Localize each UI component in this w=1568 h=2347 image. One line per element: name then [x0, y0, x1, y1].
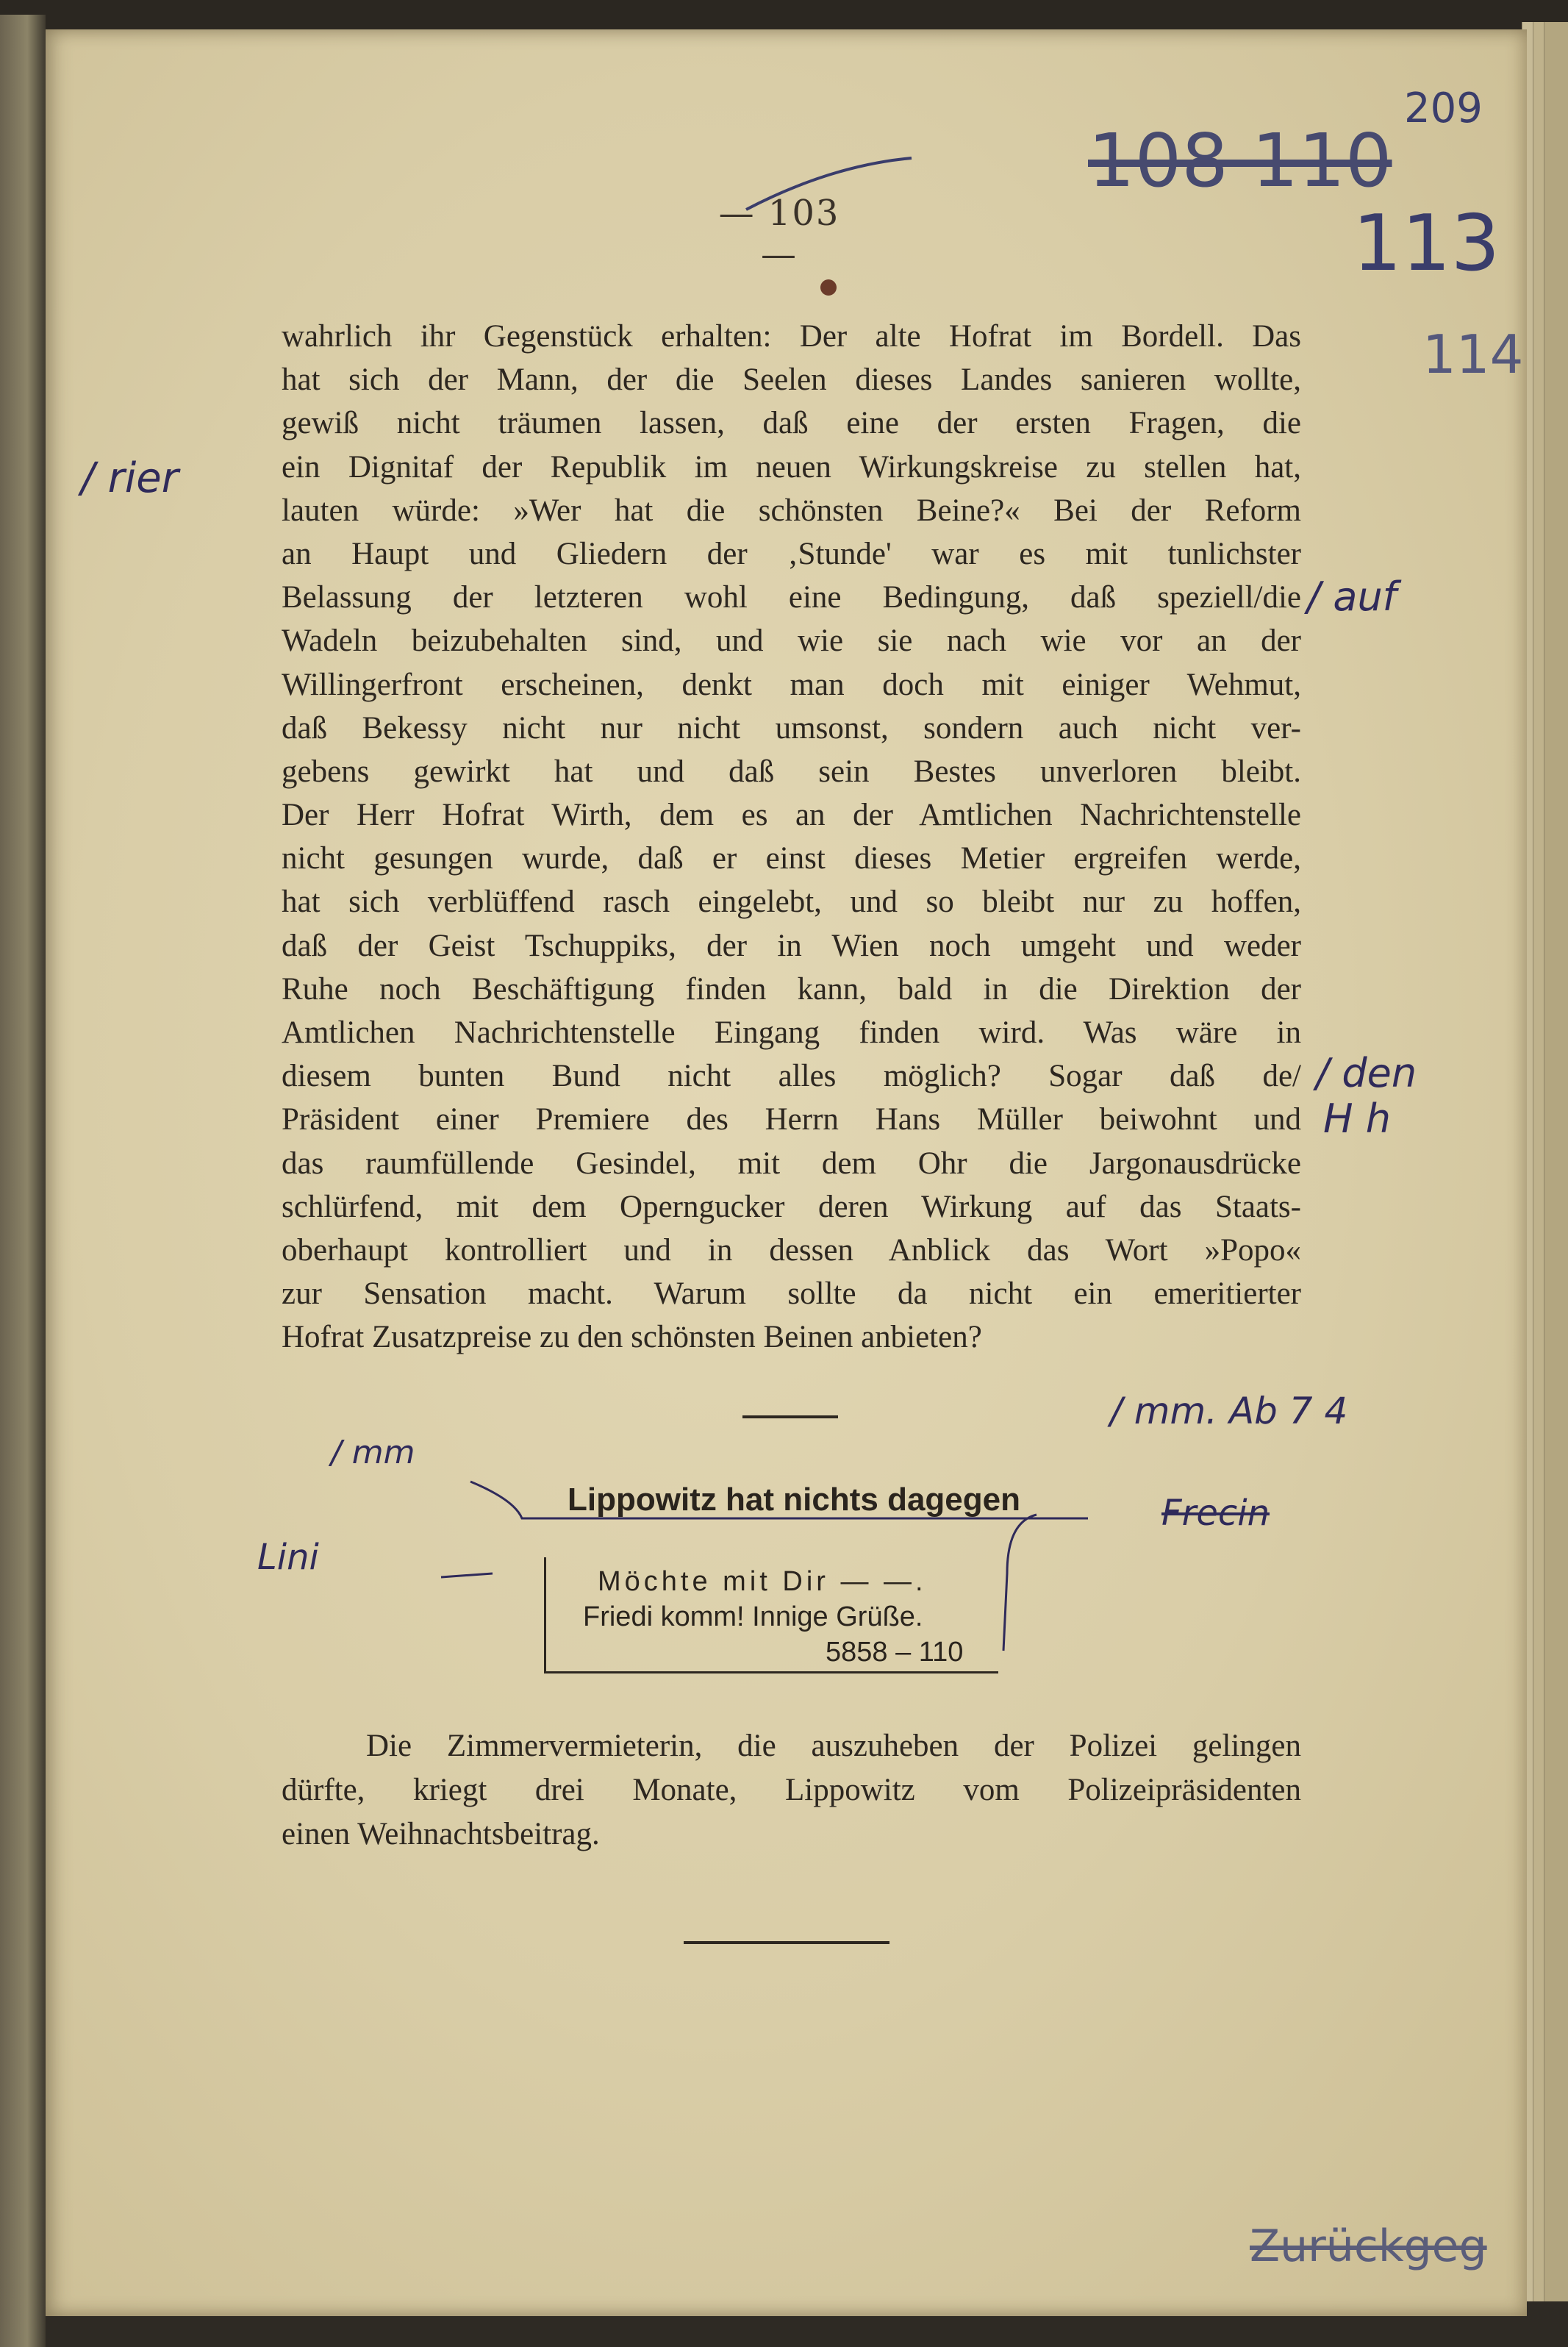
annotation-right-den: / den	[1316, 1050, 1417, 1096]
text-line: dürfte, kriegt drei Monate, Lippowitz vom Polizeipräsidenten	[282, 1773, 1301, 1807]
text-line: gewiß nicht träumen lassen, daß eine der ersten Fragen, die	[282, 406, 1301, 441]
text-line: Willingerfront erscheinen, denkt man doch mit einiger Wehmut,	[282, 667, 1301, 702]
text-line: schlürfend, mit dem Operngucker deren Wirkung auf das Staats-	[282, 1189, 1301, 1224]
text-line: Amtlichen Nachrichtenstelle Eingang finden wird. Was wäre in	[282, 1015, 1301, 1050]
text-line: gebens gewirkt hat und daß sein Bestes unverloren bleibt.	[282, 754, 1301, 789]
text-line: wahrlich ihr Gegenstück erhalten: Der alte Hofrat im Bordell. Das	[282, 319, 1301, 354]
annotation-left-rier: / rier	[81, 454, 179, 502]
annotation-left-lini: Lini	[257, 1537, 319, 1578]
text-line: Ruhe noch Beschäftigung finden kann, bald in die Direktion der	[282, 971, 1301, 1007]
text-line: lauten würde: »Wer hat die schönsten Beine?« Bei der Reform	[282, 493, 1301, 528]
text-line: diesem bunten Bund nicht alles möglich? Sogar daß de/	[282, 1059, 1301, 1094]
facing-page-edge	[0, 15, 46, 2347]
annotation-bottom-struck: Zurückgeg	[1250, 2221, 1487, 2272]
ad-line: Möchte mit Dir — —.	[598, 1566, 927, 1597]
ad-line: Friedi komm! Innige Grüße.	[583, 1601, 923, 1632]
classified-ad-box	[544, 1557, 998, 1673]
text-line: Hofrat Zusatzpreise zu den schönsten Beinen anbieten?	[282, 1320, 982, 1355]
text-line: oberhaupt kontrolliert und in dessen Anblick das Wort »Popo«	[282, 1232, 1301, 1268]
annotation-114: 114	[1422, 324, 1524, 385]
text-line: zur Sensation macht. Warum sollte da nicht ein emeritierter	[282, 1276, 1301, 1312]
end-divider	[684, 1941, 889, 1944]
text-line: Wadeln beizubehalten sind, und wie sie nach wie vor an der	[282, 624, 1301, 659]
annotation-heading-left: / mm	[331, 1434, 415, 1471]
page-number: — 103 —	[718, 193, 840, 275]
text-line: das raumfüllende Gesindel, mit dem Ohr die Jargonausdrücke	[282, 1146, 1301, 1181]
text-line: an Haupt und Gliedern der ‚Stunde' war es mit tunlichster	[282, 536, 1301, 571]
annotation-right-hh: H h	[1323, 1096, 1391, 1142]
annotation-heading-right: Frecin	[1161, 1493, 1270, 1534]
text-line: hat sich verblüffend rasch eingelebt, und so bleibt nur zu hoffen,	[282, 885, 1301, 920]
annotation-folio-small: 209	[1404, 85, 1483, 132]
page-number-pen-stroke	[742, 151, 919, 217]
annotation-right-auf: / auf	[1307, 574, 1397, 620]
text-line: Belassung der letzteren wohl eine Bedingung, daß speziell/die	[282, 580, 1301, 615]
section-heading: Lippowitz hat nichts dagegen	[568, 1482, 1020, 1518]
text-line: daß der Geist Tschuppiks, der in Wien noch umgeht und weder	[282, 928, 1301, 963]
text-line: Präsident einer Premiere des Herrn Hans Müller beiwohnt und	[282, 1102, 1301, 1137]
text-line: Der Herr Hofrat Wirth, dem es an der Amtlichen Nachrichtenstelle	[282, 798, 1301, 833]
text-line: nicht gesungen wurde, daß er einst dieses Metier ergreifen werde,	[282, 841, 1301, 876]
text-line: daß Bekessy nicht nur nicht umsonst, sondern auch nicht ver-	[282, 710, 1301, 746]
text-line: ein Dignitaf der Republik im neuen Wirkungskreise zu stellen hat,	[282, 449, 1301, 485]
text-line: einen Weihnachtsbeitrag.	[282, 1817, 600, 1851]
closing-paragraph	[282, 1724, 1301, 1857]
body-paragraph	[282, 315, 1301, 1360]
annotation-folio-large: 113	[1353, 199, 1500, 288]
annotation-folio-struck: 108 110	[1088, 118, 1392, 204]
ad-line: 5858 – 110	[826, 1637, 964, 1668]
scan-top-border	[0, 0, 1568, 33]
page-edge-sheet	[1544, 22, 1568, 2301]
section-divider	[742, 1415, 838, 1418]
text-line: hat sich der Mann, der die Seelen dieses Landes sanieren wollte,	[282, 362, 1301, 398]
text-line: Die Zimmervermieterin, die auszuheben der Polizei gelingen	[366, 1729, 1301, 1763]
ink-dot	[820, 279, 837, 296]
annotation-below-text: / mm. Ab 7 4	[1110, 1390, 1348, 1432]
